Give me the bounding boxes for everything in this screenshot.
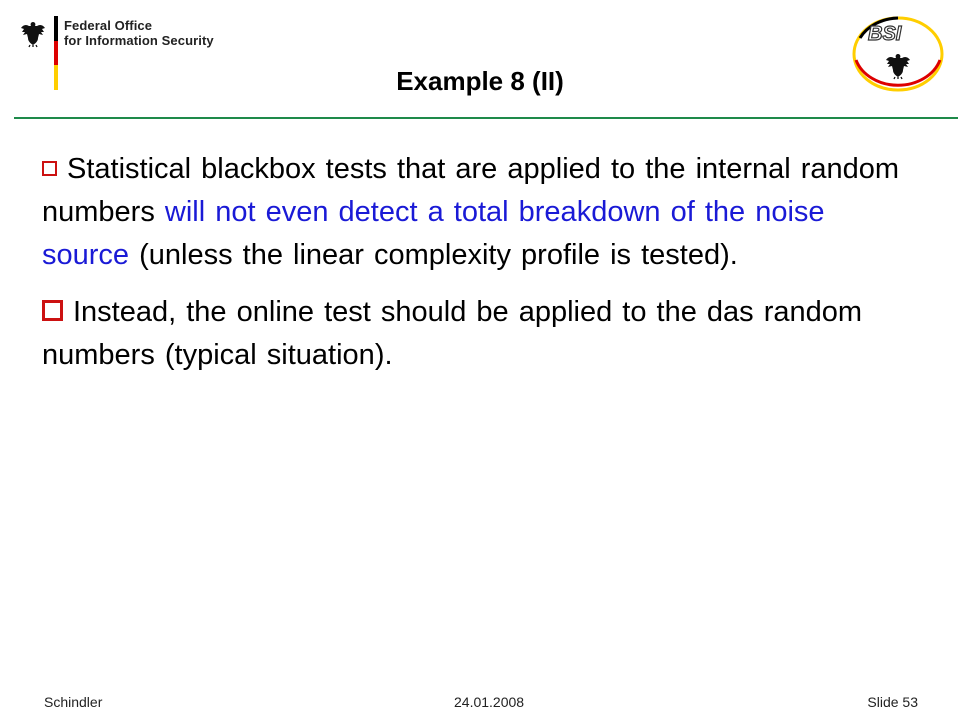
org-name-line1: Federal Office <box>64 18 153 33</box>
org-name-line2: for Information Security <box>64 33 214 48</box>
organization-name <box>64 18 214 48</box>
slide-title: Example 8 (II) <box>396 66 564 96</box>
bullet-item-2 <box>42 291 902 377</box>
slide-footer <box>44 690 918 712</box>
slide-header <box>0 0 960 120</box>
bullet-1-highlight: will not even detect a total breakdown of the noise source <box>42 196 825 271</box>
footer-slide-number: Slide 53 <box>867 694 918 710</box>
bullet-item-1 <box>42 148 902 277</box>
footer-author: Schindler <box>44 694 103 710</box>
checkbox-bullet-icon <box>42 300 63 321</box>
bullet-2-text: Instead, the online test should be applied to the das random numbers (typical situation). <box>42 296 863 371</box>
checkbox-bullet-icon <box>42 161 57 176</box>
footer-date: 24.01.2008 <box>454 694 525 710</box>
bullet-1-text-before: Statistical blackbox tests that are applied to the internal random numbers <box>42 153 900 228</box>
bullet-list <box>42 148 902 391</box>
bullet-1-text-after: (unless the linear complexity profile is tested). <box>129 239 738 271</box>
header-divider <box>14 117 958 119</box>
federal-eagle-icon <box>20 20 46 48</box>
bsi-logo-text: BSI <box>868 23 902 45</box>
